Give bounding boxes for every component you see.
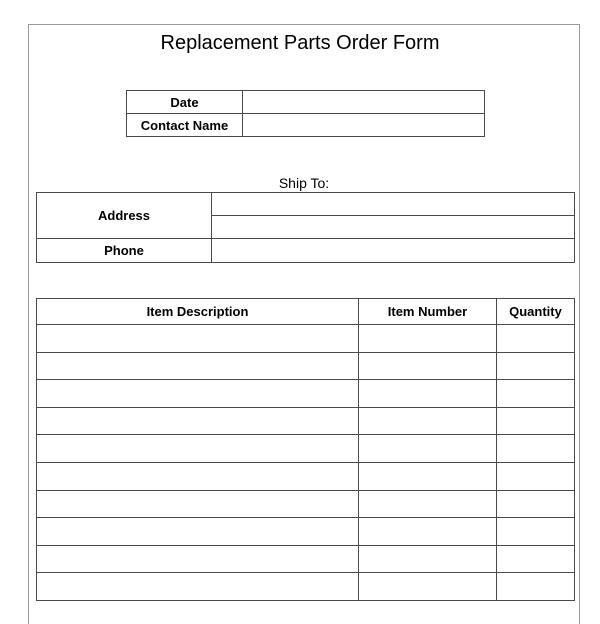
table-row	[37, 518, 575, 546]
address-row	[37, 193, 575, 216]
table-row	[37, 325, 575, 353]
phone-field[interactable]	[212, 239, 575, 263]
table-row	[37, 435, 575, 463]
item-number-cell[interactable]	[359, 573, 497, 601]
item-number-cell[interactable]	[359, 545, 497, 573]
quantity-cell[interactable]	[497, 545, 575, 573]
table-row	[37, 545, 575, 573]
quantity-cell[interactable]	[497, 352, 575, 380]
contact-name-label: Contact Name	[127, 114, 243, 137]
quantity-cell[interactable]	[497, 490, 575, 518]
ship-to-table	[36, 192, 575, 263]
table-row	[37, 407, 575, 435]
table-row	[37, 380, 575, 408]
item-description-cell[interactable]	[37, 352, 359, 380]
item-description-cell[interactable]	[37, 462, 359, 490]
contact-name-row	[127, 114, 485, 137]
item-number-cell[interactable]	[359, 518, 497, 546]
item-description-cell[interactable]	[37, 545, 359, 573]
date-label: Date	[127, 91, 243, 114]
table-row	[37, 573, 575, 601]
item-description-cell[interactable]	[37, 490, 359, 518]
item-number-cell[interactable]	[359, 490, 497, 518]
ship-to-heading: Ship To:	[278, 175, 330, 191]
contact-name-field[interactable]	[243, 114, 485, 137]
quantity-header: Quantity	[497, 299, 575, 325]
items-header-row	[37, 299, 575, 325]
table-row	[37, 490, 575, 518]
table-row	[37, 462, 575, 490]
item-description-cell[interactable]	[37, 573, 359, 601]
quantity-cell[interactable]	[497, 573, 575, 601]
quantity-cell[interactable]	[497, 407, 575, 435]
item-number-cell[interactable]	[359, 407, 497, 435]
item-description-header: Item Description	[37, 299, 359, 325]
item-number-cell[interactable]	[359, 380, 497, 408]
item-number-header: Item Number	[359, 299, 497, 325]
quantity-cell[interactable]	[497, 380, 575, 408]
item-description-cell[interactable]	[37, 380, 359, 408]
item-description-cell[interactable]	[37, 435, 359, 463]
item-number-cell[interactable]	[359, 352, 497, 380]
item-number-cell[interactable]	[359, 462, 497, 490]
item-description-cell[interactable]	[37, 407, 359, 435]
phone-label: Phone	[37, 239, 212, 263]
table-row	[37, 352, 575, 380]
items-table	[36, 298, 575, 601]
phone-row	[37, 239, 575, 263]
date-row	[127, 91, 485, 114]
quantity-cell[interactable]	[497, 325, 575, 353]
quantity-cell[interactable]	[497, 435, 575, 463]
item-number-cell[interactable]	[359, 325, 497, 353]
item-number-cell[interactable]	[359, 435, 497, 463]
address-label: Address	[37, 193, 212, 239]
address-line-2-field[interactable]	[212, 216, 575, 239]
item-description-cell[interactable]	[37, 518, 359, 546]
item-description-cell[interactable]	[37, 325, 359, 353]
date-field[interactable]	[243, 91, 485, 114]
contact-info-table	[126, 90, 485, 137]
page-title: Replacement Parts Order Form	[160, 32, 440, 54]
quantity-cell[interactable]	[497, 518, 575, 546]
quantity-cell[interactable]	[497, 462, 575, 490]
address-line-1-field[interactable]	[212, 193, 575, 216]
